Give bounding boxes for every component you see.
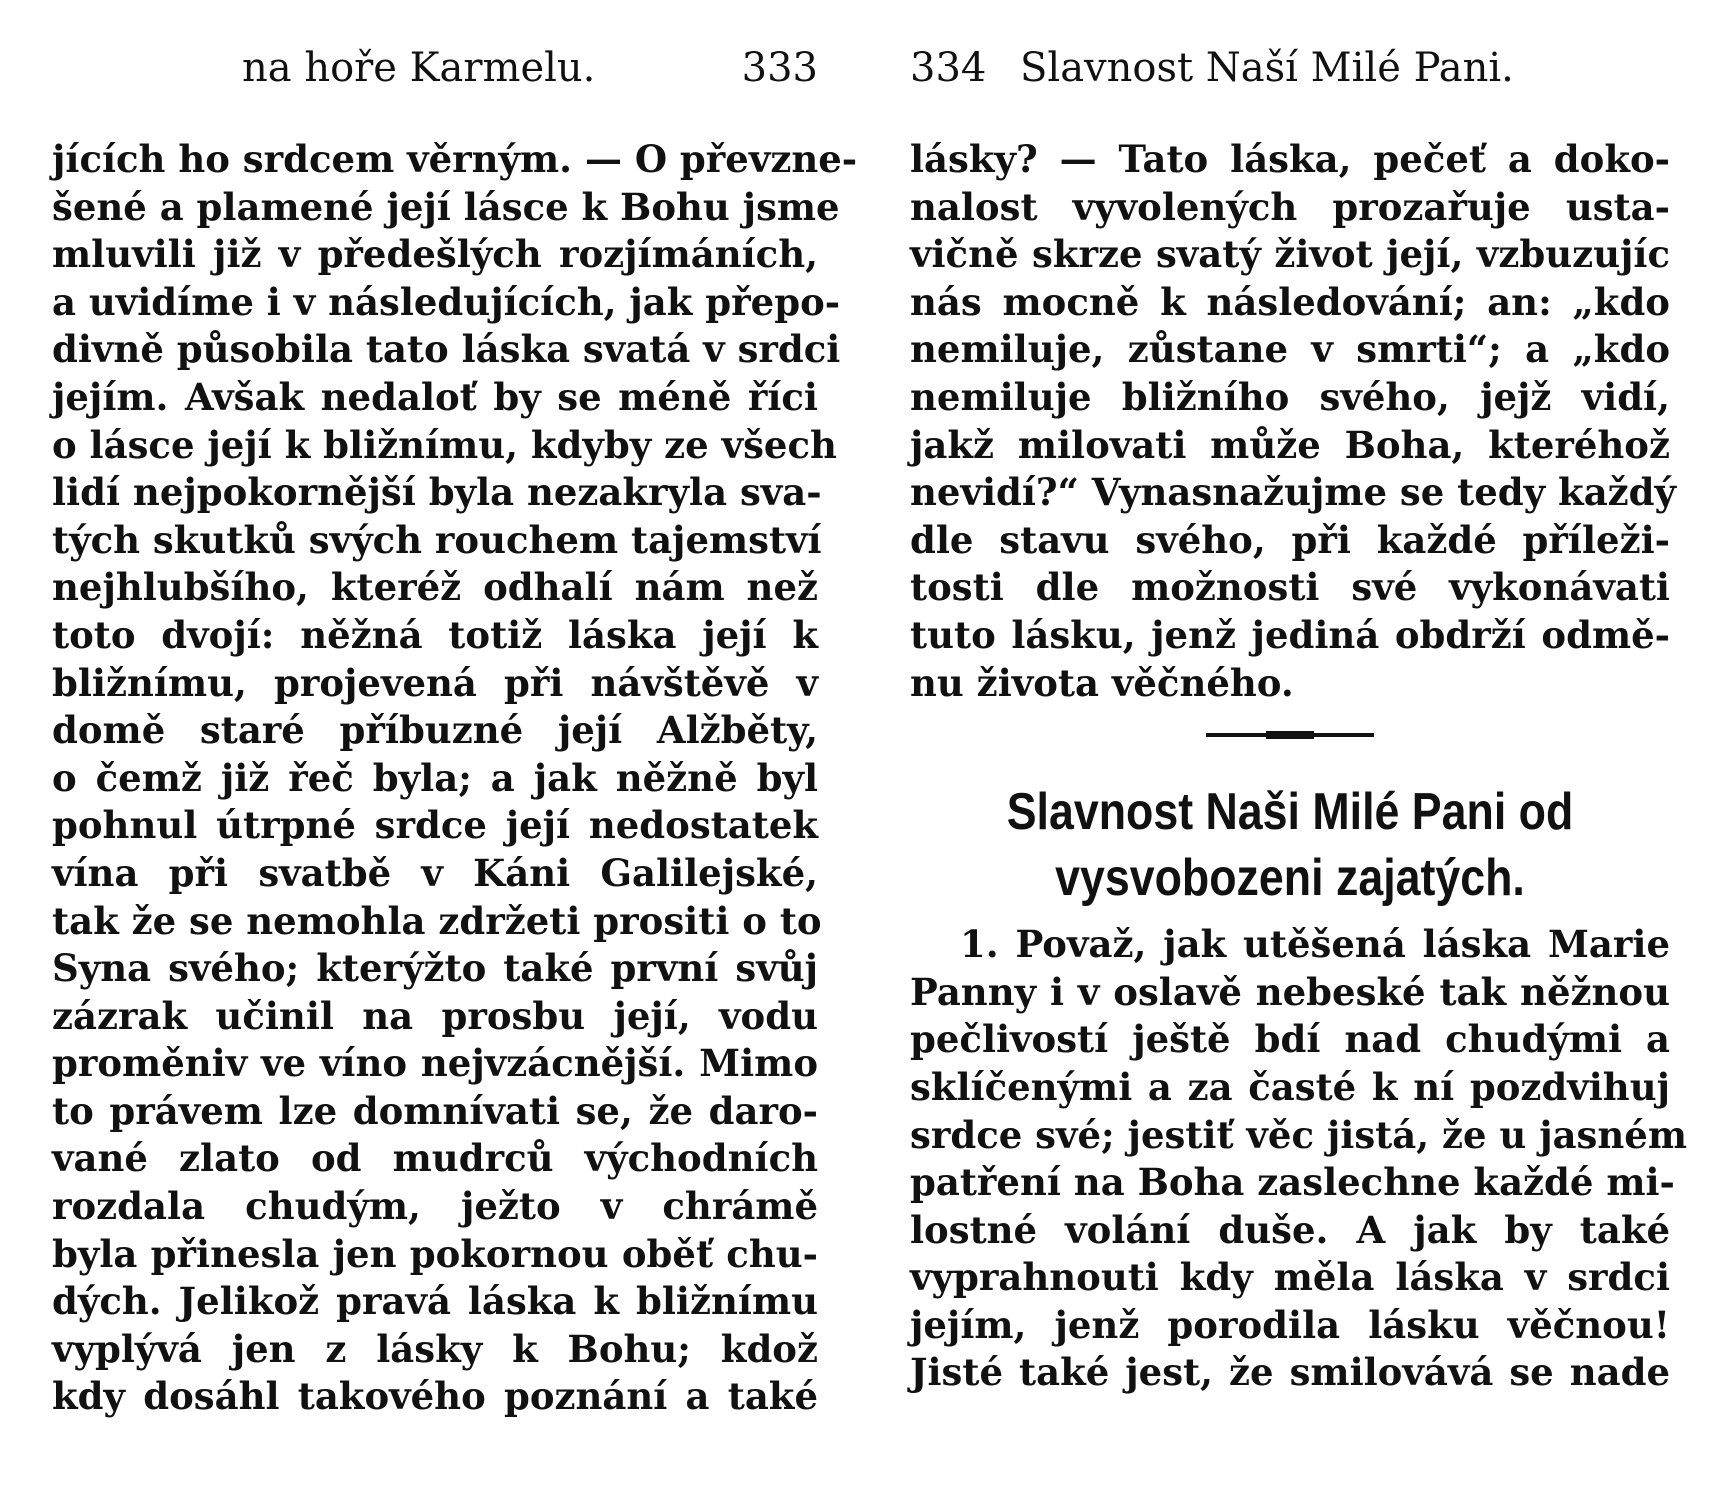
- text-line: vičně skrze svatý život její, vzbuzujíc: [910, 232, 1670, 277]
- text-line: toto dvojí: něžná totiž láska její k: [52, 612, 818, 657]
- text-line: nás mocně k následování; an: „kdo: [910, 279, 1670, 324]
- running-title-left: na hoře Karmelu.: [242, 45, 596, 91]
- section-divider: [1206, 733, 1374, 737]
- running-head-left: [52, 38, 818, 98]
- text-line: šené a plamené její lásce k Bohu jsme: [52, 184, 840, 229]
- text-line: proměniv ve víno nejvzácnější. Mimo: [52, 1041, 818, 1086]
- text-line: vyplývá jen z lásky k Bohu; kdož: [52, 1326, 818, 1371]
- text-line: sklíčenými a za časté k ní pozdvihuj: [910, 1064, 1670, 1109]
- running-title-right: Slavnost Naší Milé Pani.: [1020, 45, 1514, 91]
- text-line: jakž milovati může Boha, kteréhož: [910, 422, 1670, 467]
- running-head-right: [910, 38, 1670, 98]
- page-number-right: 334: [910, 45, 987, 91]
- text-line: pohnul útrpné srdce její nedostatek: [52, 803, 818, 848]
- text-line: lostné volání duše. A jak by také: [910, 1207, 1670, 1252]
- text-line: srdce své; jestiť věc jistá, že u jasném: [910, 1112, 1687, 1157]
- left-page: [52, 38, 858, 1421]
- text-line: nemiluje bližního svého, jejž vidí,: [910, 374, 1670, 419]
- text-line: dých. Jelikož pravá láska k bližnímu: [52, 1279, 818, 1324]
- left-body-text: [52, 136, 858, 1421]
- page-number-left: 333: [741, 45, 818, 91]
- text-line: dle stavu svého, při každé příleži-: [910, 517, 1670, 562]
- right-page: [910, 38, 1687, 1397]
- text-line: lásky? — Tato láska, pečeť a doko-: [910, 137, 1670, 181]
- text-line: kdy dosáhl takového poznání a také: [52, 1374, 818, 1419]
- text-line: byla přinesla jen pokornou oběť chu-: [52, 1231, 818, 1276]
- text-line: lidí nejpokornější byla nezakryla sva-: [52, 470, 822, 515]
- text-line: tuto lásku, jenž jediná obdrží odmě-: [910, 612, 1670, 657]
- text-line: vané zlato od mudrců východních: [52, 1136, 818, 1181]
- text-line: tosti dle možnosti své vykonávati: [910, 565, 1670, 610]
- text-line: zázrak učinil na prosbu její, vodu: [52, 993, 818, 1038]
- text-line: tak že se nemohla zdržeti prositi o to: [52, 898, 822, 943]
- text-line: nevidí?“ Vynasnažujme se tedy každý: [910, 470, 1677, 515]
- text-line: divně působila tato láska svatá v srdci: [52, 327, 841, 372]
- text-line: nejhlubšího, kteréž odhalí nám než: [52, 565, 818, 610]
- text-line: vína při svatbě v Káni Galilejské,: [52, 850, 818, 895]
- section-heading: [910, 779, 1670, 911]
- text-line: tých skutků svých rouchem tajemství: [52, 517, 822, 562]
- text-line: o lásce její k bližnímu, kdyby ze všech: [52, 422, 837, 467]
- text-line: to právem lze domnívati se, že daro-: [52, 1088, 818, 1133]
- text-line: Syna svého; kterýžto také první svůj: [52, 946, 818, 991]
- text-line: jících ho srdcem věrným. — O převzne-: [52, 137, 858, 181]
- text-line: o čemž již řeč byla; a jak něžně byl: [52, 755, 818, 800]
- text-line: a uvidíme i v následujících, jak přepo-: [52, 279, 841, 324]
- text-line: nu života věčného.: [910, 660, 1294, 705]
- text-line: Jisté také jest, že smilovává se nade: [910, 1350, 1670, 1395]
- heading-line: vysvobozeni zajatých.: [1055, 849, 1525, 908]
- text-line: vyprahnouti kdy měla láska v srdci: [910, 1255, 1670, 1300]
- text-line: nemiluje, zůstane v smrti“; a „kdo: [910, 327, 1670, 372]
- text-line: domě staré příbuzné její Alžběty,: [52, 708, 818, 753]
- text-line: jejím. Avšak nedaloť by se méně říci: [52, 374, 818, 419]
- text-line: pečlivostí ještě bdí nad chudými a: [910, 1017, 1670, 1062]
- heading-line: Slavnost Naši Milé Pani od: [1006, 783, 1574, 842]
- text-line: Panny i v oslavě nebeské tak něžnou: [910, 969, 1670, 1014]
- text-line: bližnímu, projevená při návštěvě v: [52, 660, 818, 705]
- text-line: nalost vyvolených prozařuje usta-: [910, 184, 1670, 229]
- text-line: 1. Považ, jak utěšená láska Marie: [960, 922, 1670, 967]
- text-line: mluvili již v předešlých rozjímáních,: [52, 232, 818, 277]
- right-body-text: [910, 136, 1687, 1397]
- text-line: rozdala chudým, ježto v chrámě: [52, 1184, 818, 1229]
- text-line: jejím, jenž porodila lásku věčnou!: [910, 1302, 1670, 1347]
- text-line: patření na Boha zaslechne každé mi-: [910, 1160, 1675, 1205]
